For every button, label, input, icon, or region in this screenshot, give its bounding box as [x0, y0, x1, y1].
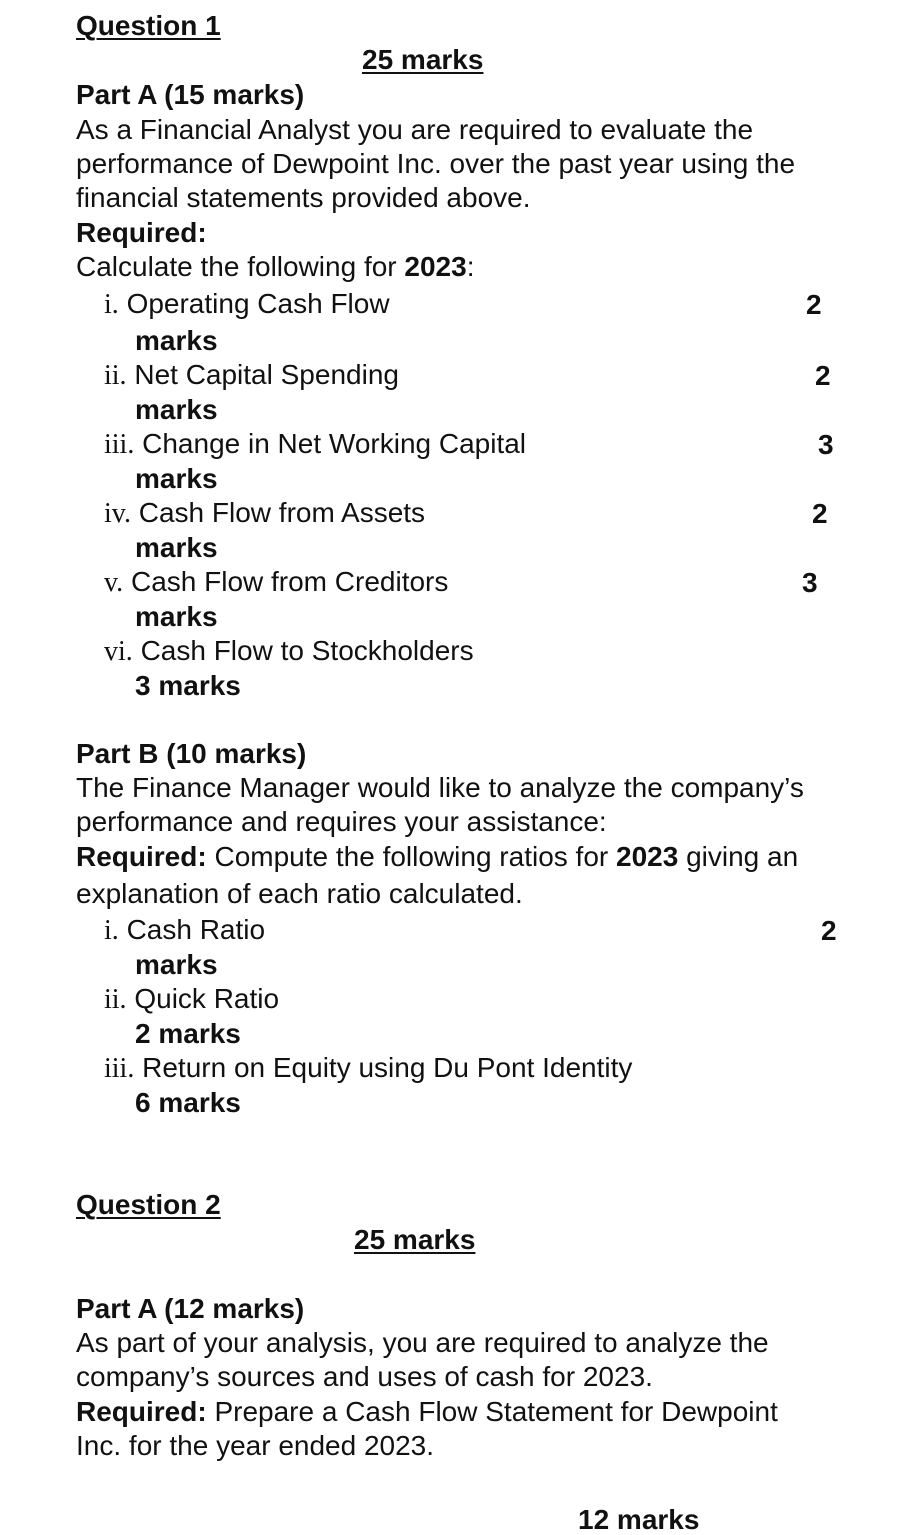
q1b-item-3-marks: 6 marks [135, 1087, 241, 1118]
item-label: Cash Ratio [126, 914, 266, 945]
q1a-item-3 [104, 430, 526, 459]
q1a-item-4-mark-word: marks [135, 532, 218, 563]
q1a-item-6 [104, 637, 474, 666]
q1a-item-3-mark-number: 3 [818, 429, 834, 460]
q1a-item-1-mark-word: marks [135, 325, 218, 356]
item-numeral: i. [104, 289, 119, 320]
item-label: Return on Equity using Du Pont Identity [142, 1052, 633, 1083]
required-label: Required: [76, 1396, 207, 1427]
q1b-item-3 [104, 1054, 632, 1083]
q2-part-a-required-line-2: Inc. for the year ended 2023. [76, 1430, 435, 1461]
item-label: Cash Flow from Assets [138, 497, 426, 528]
required-text: Prepare a Cash Flow Statement for Dewpoint [206, 1396, 778, 1427]
q1a-item-3-mark-word: marks [135, 463, 218, 494]
q1-part-a-intro-line-2: performance of Dewpoint Inc. over the past year using the [76, 148, 796, 179]
question-1-total-marks: 25 marks [362, 44, 484, 75]
calc-year: 2023 [404, 251, 467, 282]
q1b-item-1-mark-number: 2 [821, 915, 837, 946]
q1b-item-1 [104, 916, 265, 945]
q1-part-b-heading: Part B (10 marks) [76, 738, 307, 769]
item-numeral: iii. [104, 429, 135, 460]
q2-part-a-trailing-marks: 12 marks [578, 1504, 700, 1535]
item-numeral: iv. [104, 498, 131, 529]
q1b-item-2 [104, 985, 279, 1014]
q1b-item-2-marks: 2 marks [135, 1018, 241, 1049]
q1a-item-1-mark-number: 2 [806, 289, 822, 320]
q2-part-a-heading: Part A (12 marks) [76, 1293, 305, 1324]
q1-part-a-heading: Part A (15 marks) [76, 79, 305, 110]
item-label: Net Capital Spending [134, 359, 399, 390]
q2-part-a-required-line-1 [76, 1398, 778, 1426]
question-1-title: Question 1 [76, 10, 221, 41]
q1-part-a-intro-line-3: financial statements provided above. [76, 182, 531, 213]
q1-part-a-intro-line-1: As a Financial Analyst you are required to evaluate the [76, 114, 754, 145]
q1a-item-5 [104, 568, 448, 597]
q2-part-a-intro-line-2: company’s sources and uses of cash for 2023. [76, 1361, 653, 1392]
item-label: Quick Ratio [134, 983, 280, 1014]
q1a-item-4 [104, 499, 425, 528]
item-label: Operating Cash Flow [126, 288, 390, 319]
item-label: Cash Flow from Creditors [130, 566, 449, 597]
q1-part-b-required-line-1 [76, 843, 798, 871]
required-text-a: Compute the following ratios for [206, 841, 616, 872]
item-numeral: i. [104, 915, 119, 946]
q1a-item-2-mark-number: 2 [815, 360, 831, 391]
item-numeral: ii. [104, 360, 127, 391]
question-2-title: Question 2 [76, 1189, 221, 1220]
q1a-item-4-mark-number: 2 [812, 498, 828, 529]
item-numeral: vi. [104, 636, 133, 667]
calc-colon: : [466, 251, 475, 282]
item-label: Change in Net Working Capital [142, 428, 527, 459]
q2-part-a-intro-line-1: As part of your analysis, you are required to analyze the [76, 1327, 769, 1358]
calc-text: Calculate the following for [76, 251, 397, 282]
q1-part-a-required-label: Required: [76, 217, 207, 248]
required-label: Required: [76, 841, 207, 872]
q1a-item-2 [104, 361, 399, 390]
item-numeral: v. [104, 567, 124, 598]
question-2-total-marks: 25 marks [354, 1224, 476, 1255]
q1a-item-2-mark-word: marks [135, 394, 218, 425]
q1-part-b-intro-line-2: performance and requires your assistance: [76, 806, 607, 837]
q1-part-b-intro-line-1: The Finance Manager would like to analyze the company’s [76, 772, 804, 803]
q1a-item-6-marks: 3 marks [135, 670, 241, 701]
item-numeral: iii. [104, 1053, 135, 1084]
q1a-item-1 [104, 290, 390, 319]
q1-part-b-required-line-2: explanation of each ratio calculated. [76, 878, 523, 909]
q1b-item-1-mark-word: marks [135, 949, 218, 980]
q1-part-a-calc-instruction [76, 253, 474, 281]
q1a-item-5-mark-number: 3 [802, 567, 818, 598]
required-text-b: giving an [678, 841, 799, 872]
q1a-item-5-mark-word: marks [135, 601, 218, 632]
item-label: Cash Flow to Stockholders [140, 635, 474, 666]
required-year: 2023 [616, 841, 679, 872]
item-numeral: ii. [104, 984, 127, 1015]
